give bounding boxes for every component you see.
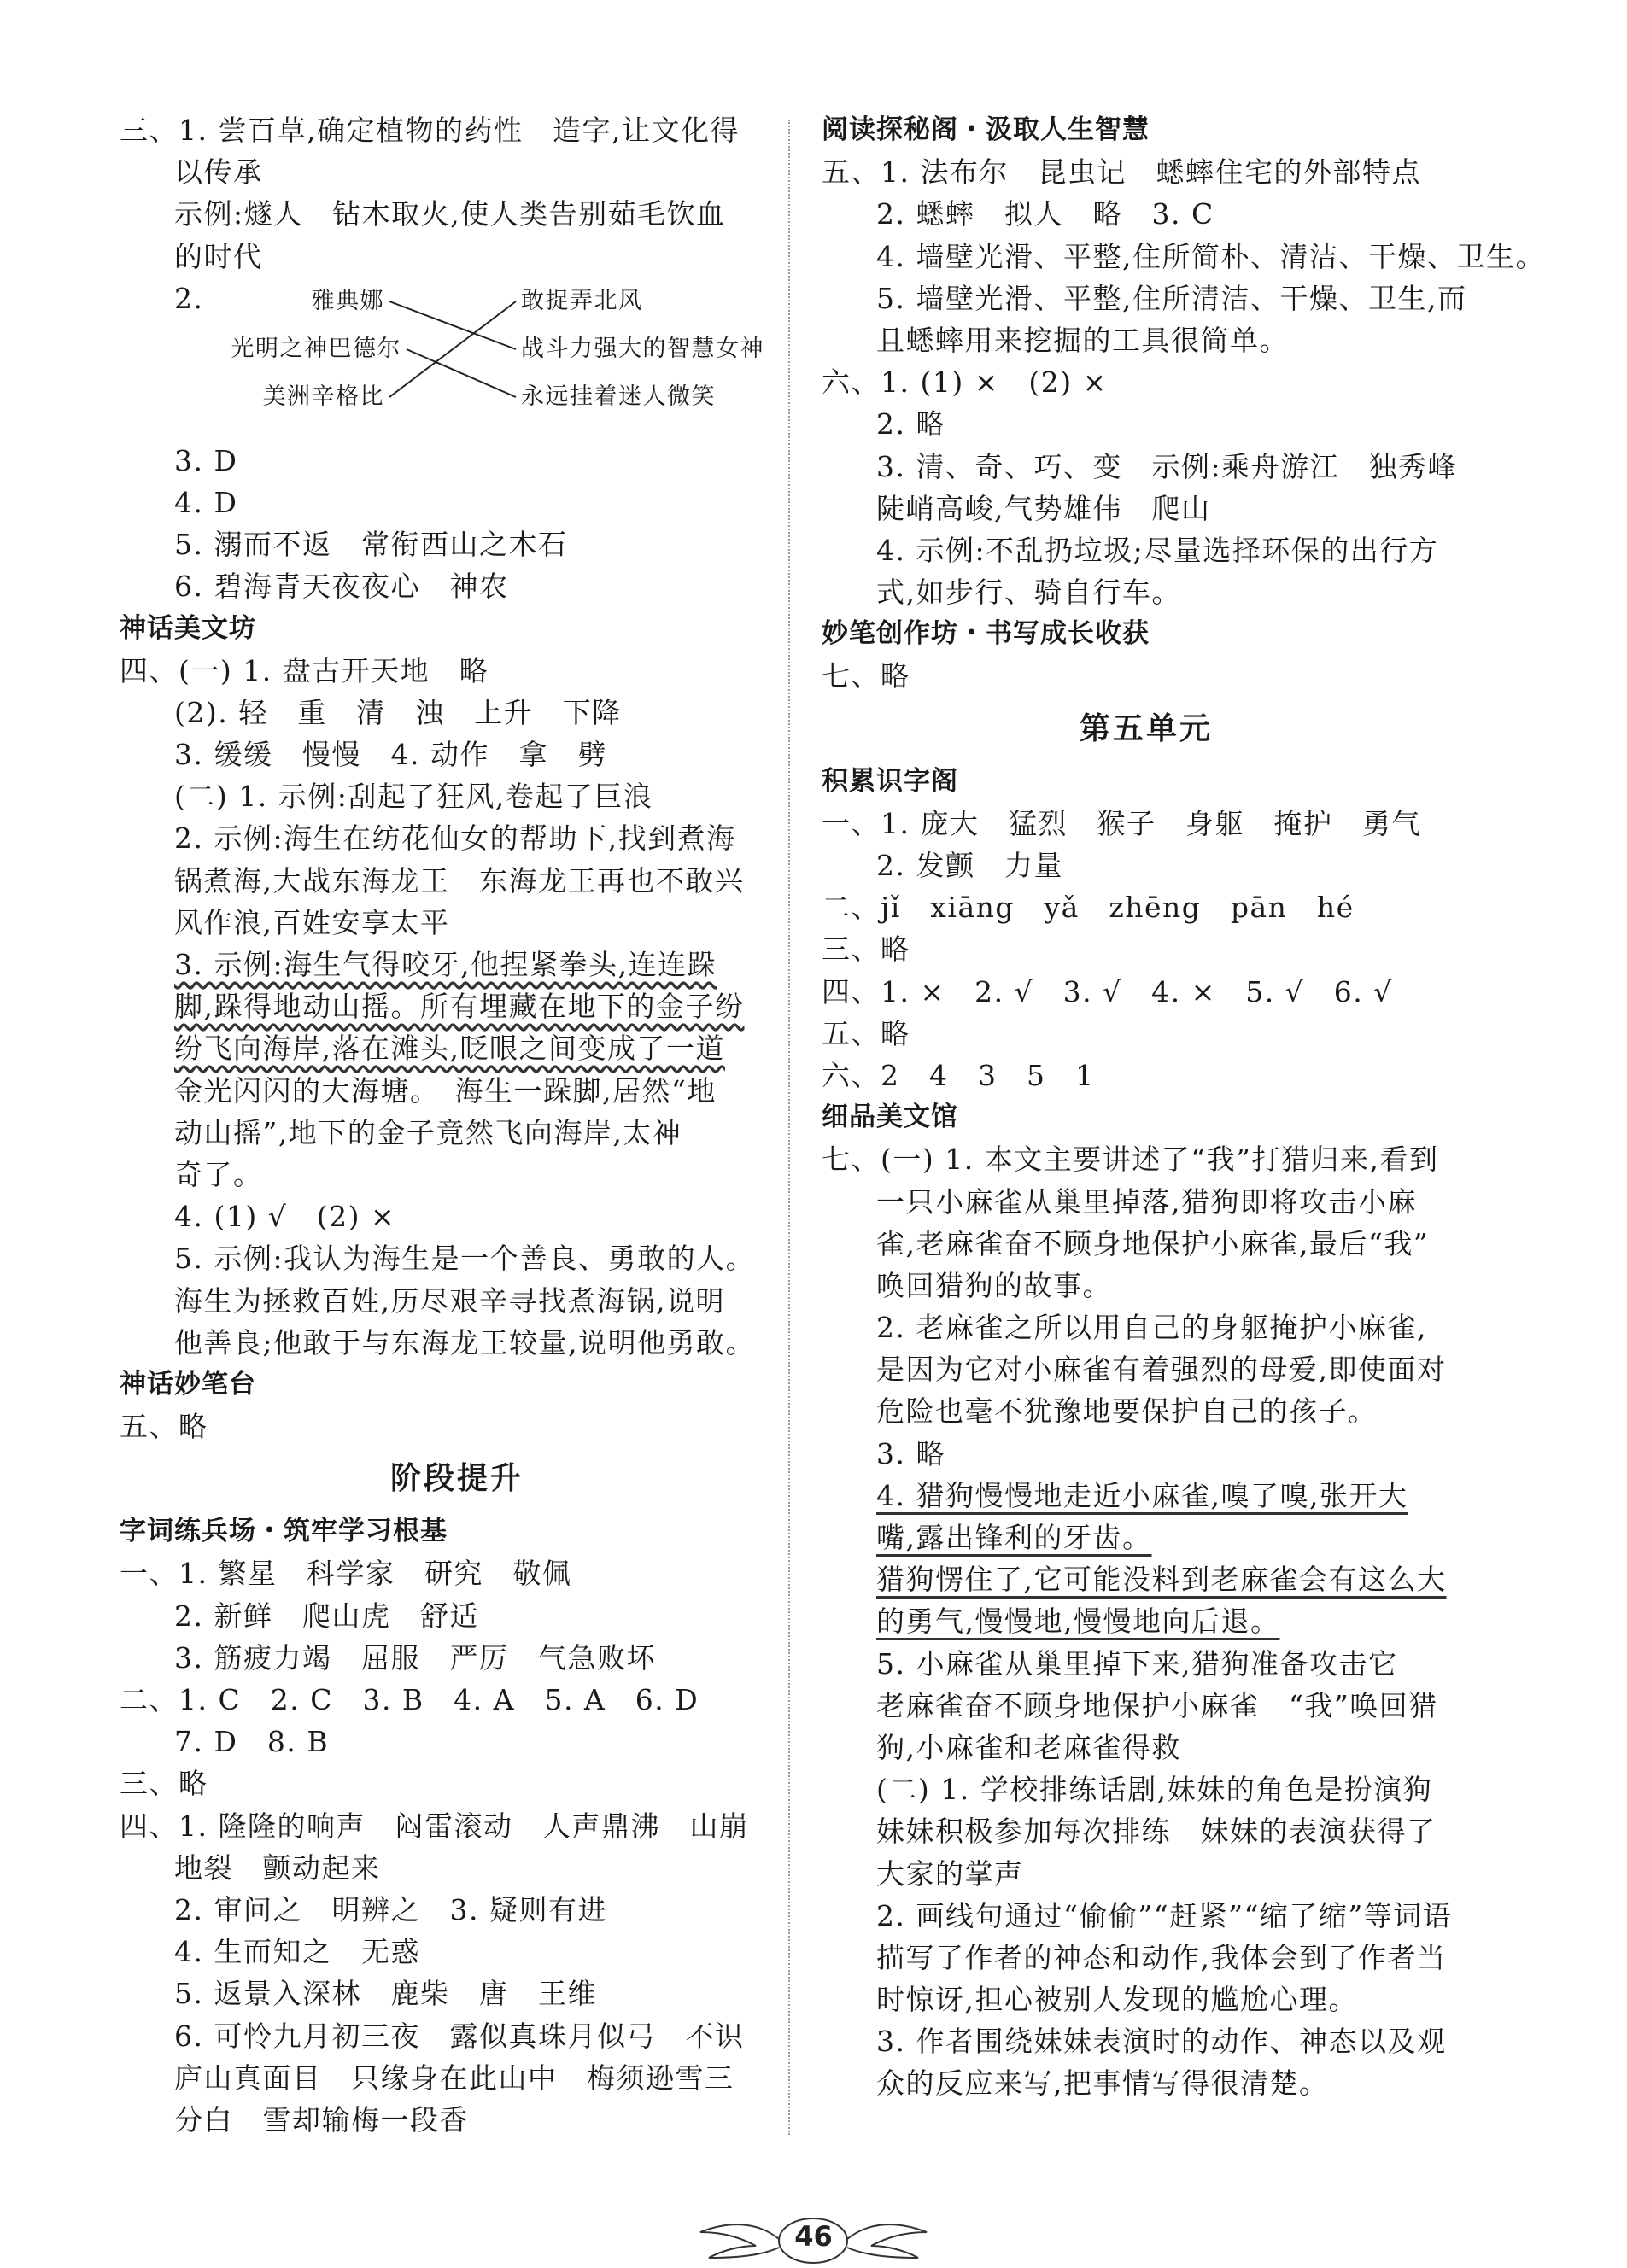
line-text: 陡峭高峻,气势雄伟 爬山 (876, 491, 1211, 525)
line-text: 细品美文馆 (822, 1102, 958, 1133)
line-text: 三、1. 尝百草,确定植物的药性 造字,让文化得 (120, 114, 740, 147)
line-text: 五、略 (120, 1410, 208, 1444)
line-text: 嘴,露出锋利的牙齿。 (876, 1521, 1152, 1554)
section-heading (822, 613, 1471, 655)
line-text: 5. 小麻雀从巢里掉下来,猎狗准备攻击它 (876, 1646, 1398, 1681)
line-text: 一、1. 繁星 科学家 研究 敬佩 (120, 1557, 572, 1591)
answer-line (822, 1475, 1471, 1517)
answer-line (120, 2015, 794, 2057)
right-column (822, 109, 1545, 2105)
line-text: 3. 略 (876, 1436, 945, 1470)
line-text: (二) 1. 学校排练话剧,妹妹的角色是扮演狗 (876, 1773, 1433, 1807)
answer-line (120, 1762, 794, 1804)
line-text: 2. 老麻雀之所以用自己的身躯掩护小麻雀, (876, 1311, 1427, 1345)
answer-line (822, 319, 1471, 361)
line-text: 分白 雪却输梅一段香 (174, 2102, 469, 2136)
page-number: 46 (794, 2220, 833, 2253)
answer-line (120, 1552, 794, 1594)
answer-line (822, 1895, 1471, 1937)
answer-line (822, 1306, 1471, 1348)
answer-line (120, 1322, 794, 1364)
answer-line (822, 278, 1471, 319)
answer-line (120, 1805, 794, 1847)
answer-line (120, 193, 794, 235)
line-text: 纷飞向海岸,落在滩头,眨眼之间变成了一道 (174, 1032, 725, 1066)
answer-line (120, 1889, 794, 1931)
section-heading (120, 1511, 794, 1552)
answer-line (120, 523, 794, 565)
line-text: 众的反应来写,把事情写得很清楚。 (876, 2066, 1329, 2101)
line-text: 三、略 (822, 932, 910, 967)
line-text: 六、1. (1) × (2) × (822, 365, 1108, 400)
line-text: 字词练兵场・筑牢学习根基 (120, 1516, 448, 1547)
answer-line (822, 1348, 1471, 1390)
section-heading (120, 608, 794, 650)
answer-line (120, 236, 794, 278)
line-text: 示例:燧人 钻木取火,使人类告别茹毛饮血 (174, 197, 726, 231)
line-text: 6. 碧海青天夜夜心 神农 (174, 570, 509, 604)
answer-line (822, 2062, 1471, 2104)
line-text: 2. 发颤 力量 (876, 849, 1063, 882)
answer-line (120, 1070, 794, 1112)
match-line (389, 301, 516, 349)
answer-line (822, 361, 1471, 403)
line-text: 妹妹积极参加每次排练 妹妹的表演获得了 (876, 1815, 1437, 1849)
answer-line (120, 860, 794, 902)
answer-line (822, 1727, 1471, 1768)
line-text: 4. (1) √ (2) × (174, 1200, 396, 1234)
line-text: 5. 返景入深林 鹿柴 唐 王维 (174, 1977, 597, 2011)
answer-line (822, 151, 1471, 193)
line-text: 2. 示例:海生在纺花仙女的帮助下,找到煮海 (174, 821, 736, 856)
line-text: 且蟋蟀用来挖掘的工具很简单。 (876, 323, 1289, 357)
line-text: 3. 示例:海生气得咬牙,他捏紧拳头,连连跺 (174, 948, 717, 981)
line-text: 5. 墙壁光滑、平整,住所清洁、干燥、卫生,而 (876, 281, 1467, 315)
answer-line (822, 1055, 1471, 1096)
line-text: 4. 示例:不乱扔垃圾;尽量选择环保的出行方 (876, 533, 1439, 567)
line-text: 神话妙笔台 (120, 1368, 256, 1400)
line-text: 脚,跺得地动山摇。所有埋藏在地下的金子纷 (174, 990, 745, 1024)
line-text: 四、1. 隆隆的响声 闷雷滚动 人声鼎沸 山崩 (120, 1809, 749, 1843)
line-text: 唤回猎狗的故事。 (876, 1268, 1112, 1302)
answer-line (120, 1637, 794, 1679)
line-text: 七、略 (822, 659, 910, 693)
line-text: 5. 示例:我认为海生是一个善良、勇敢的人。 (174, 1242, 756, 1276)
line-text: 2. 新鲜 爬山虎 舒适 (174, 1599, 479, 1633)
answer-line (822, 529, 1471, 571)
line-text: 以传承 (174, 155, 263, 190)
line-text: 二、jǐ xiāng yǎ zhēng pān hé (822, 891, 1355, 925)
match-left-item: 光明之神巴德尔 (231, 335, 401, 362)
answer-line (822, 1390, 1471, 1432)
answer-line (120, 1847, 794, 1889)
answer-line (822, 2020, 1471, 2062)
line-text: 庐山真面目 只缘身在此山中 梅须逊雪三 (174, 2060, 734, 2095)
line-text: 式,如步行、骑自行车。 (876, 576, 1181, 610)
line-text: 雀,老麻雀奋不顾身地保护小麻雀,最后“我” (876, 1226, 1430, 1260)
answer-line (822, 655, 1471, 697)
unit-title (120, 1447, 794, 1511)
line-text: 他善良;他敢于与东海龙王较量,说明他勇敢。 (174, 1325, 756, 1359)
line-text: 2. 略 (876, 407, 945, 441)
answer-line (822, 236, 1545, 278)
answer-line (120, 1721, 794, 1762)
answer-line (120, 1027, 794, 1069)
answer-line (120, 1595, 794, 1637)
match-line (407, 349, 516, 397)
answer-line (822, 403, 1471, 445)
section-heading (822, 761, 1471, 803)
line-text: 地裂 颤动起来 (174, 1850, 381, 1885)
answer-line (120, 1280, 794, 1322)
match-right-item: 战斗力强大的智慧女神 (521, 335, 764, 362)
answer-line (120, 2057, 794, 2099)
answer-line (120, 1195, 794, 1237)
answer-line (822, 1768, 1471, 1810)
line-text: 是因为它对小麻雀有着强烈的母爱,即使面对 (876, 1353, 1447, 1387)
line-text: 神话美文坊 (120, 612, 256, 644)
line-text: 描写了作者的神态和动作,我体会到了作者当 (876, 1940, 1447, 1974)
line-text: 四、1. × 2. √ 3. √ 4. × 5. √ 6. √ (822, 974, 1393, 1008)
line-text: 4. 生而知之 无惑 (174, 1935, 420, 1969)
line-text: 锅煮海,大战东海龙王 东海龙王再也不敢兴 (174, 863, 745, 897)
answer-line (120, 902, 794, 944)
answer-line (120, 440, 794, 482)
answer-line (822, 971, 1471, 1013)
line-text: 积累识字阁 (822, 765, 958, 797)
line-text: 动山摇”,地下的金子竟然飞向海岸,太神 (174, 1115, 682, 1149)
line-text: 4. 墙壁光滑、平整,住所简朴、清洁、干燥、卫生。 (876, 239, 1545, 273)
match-right-item: 永远挂着迷人微笑 (521, 383, 716, 410)
matching-number: 2. (174, 281, 204, 315)
line-text: 2. 蟋蟀 拟人 略 3. C (876, 197, 1214, 231)
section-heading (822, 109, 1471, 151)
matching-diagram (120, 278, 794, 440)
unit-title (822, 698, 1471, 761)
line-text: 七、(一) 1. 本文主要讲述了“我”打猎归来,看到 (822, 1143, 1439, 1177)
line-text: 3. 作者围绕妹妹表演时的动作、神态以及观 (876, 2025, 1447, 2059)
match-left-item: 美洲辛格比 (262, 383, 384, 410)
line-text: 二、1. C 2. C 3. B 4. A 5. A 6. D (120, 1683, 699, 1716)
answer-line (120, 944, 794, 985)
answer-line (822, 488, 1471, 529)
line-text: 阶段提升 (389, 1461, 524, 1497)
line-text: 第五单元 (1079, 710, 1213, 746)
answer-line (120, 734, 794, 775)
answer-line (120, 1237, 794, 1279)
answer-line (120, 1154, 794, 1195)
line-text: 6. 可怜九月初三夜 露似真珠月似弓 不识 (174, 2019, 745, 2053)
answer-line (120, 775, 794, 817)
line-text: 2. 审问之 明辨之 3. 疑则有进 (174, 1892, 607, 1926)
answer-line (822, 1223, 1471, 1265)
line-text: 3. D (174, 443, 238, 477)
answer-line (822, 1181, 1471, 1223)
answer-line (822, 1937, 1471, 1979)
line-text: 时惊讶,担心被别人发现的尴尬心理。 (876, 1983, 1358, 2017)
matching-exercise (120, 278, 794, 440)
line-text: 3. 筋疲力竭 屈服 严厉 气急败坏 (174, 1640, 656, 1675)
answer-line (822, 571, 1471, 613)
line-text: 3. 清、奇、巧、变 示例:乘舟游江 独秀峰 (876, 449, 1458, 483)
line-text: 7. D 8. B (174, 1725, 330, 1759)
answer-line (120, 1112, 794, 1154)
line-text: 4. 猎狗慢慢地走近小麻雀,嗅了嗅,张开大 (876, 1478, 1408, 1512)
line-text: 海生为拯救百姓,历尽艰辛寻找煮海锅,说明 (174, 1283, 725, 1318)
answer-line (822, 1810, 1471, 1852)
line-text: 五、1. 法布尔 昆虫记 蟋蟀住宅的外部特点 (822, 155, 1421, 190)
answer-line (822, 1433, 1471, 1475)
answer-line (120, 985, 794, 1027)
line-text: 的时代 (174, 239, 263, 273)
answer-line (822, 1853, 1471, 1895)
line-text: 四、(一) 1. 盘古开天地 略 (120, 653, 489, 687)
line-text: 3. 缓缓 慢慢 4. 动作 拿 劈 (174, 738, 607, 772)
line-text: 妙笔创作坊・书写成长收获 (822, 618, 1150, 650)
line-text: 2. 画线句通过“偷偷”“赶紧”“缩了缩”等词语 (876, 1898, 1453, 1932)
line-text: (二) 1. 示例:刮起了狂风,卷起了巨浪 (174, 780, 653, 814)
match-right-item: 敢捉弄北风 (521, 287, 643, 314)
answer-line (120, 1931, 794, 1973)
answer-line (822, 1643, 1471, 1685)
answer-line (120, 109, 794, 151)
answer-line (822, 1979, 1471, 2020)
line-text: 4. D (174, 485, 238, 519)
answer-line (120, 650, 794, 692)
line-text: 猎狗愣住了,它可能没料到老麻雀会有这么大 (876, 1563, 1447, 1597)
answer-line (822, 446, 1471, 488)
line-text: 金光闪闪的大海塘。 海生一跺脚,居然“地 (174, 1073, 717, 1108)
section-heading (120, 1364, 794, 1406)
answer-line (120, 482, 794, 523)
answer-line (120, 817, 794, 859)
answer-line (822, 1558, 1471, 1600)
answer-line (822, 928, 1471, 970)
answer-line (822, 1013, 1471, 1055)
line-text: 5. 溺而不返 常衔西山之木石 (174, 528, 568, 562)
line-text: 大家的掌声 (876, 1856, 1024, 1891)
answer-line (822, 1685, 1471, 1727)
answer-line (120, 1406, 794, 1447)
line-text: 五、略 (822, 1016, 910, 1050)
match-left-item: 雅典娜 (311, 287, 384, 314)
line-text: (2). 轻 重 清 浊 上升 下降 (174, 695, 622, 729)
line-text: 老麻雀奋不顾身地保护小麻雀 “我”唤回猎 (876, 1688, 1438, 1722)
answer-line (120, 2099, 794, 2141)
left-column (120, 109, 794, 2141)
answer-line (120, 1973, 794, 2014)
answer-line (822, 803, 1471, 845)
answer-line (120, 151, 794, 193)
answer-line (822, 193, 1471, 235)
page-number-badge (696, 2213, 931, 2268)
line-text: 的勇气,慢慢地,慢慢地向后退。 (876, 1605, 1280, 1639)
answer-line (822, 1138, 1471, 1180)
line-text: 狗,小麻雀和老麻雀得救 (876, 1730, 1181, 1764)
answer-line (822, 1600, 1471, 1642)
answer-line (822, 845, 1471, 886)
line-text: 奇了。 (174, 1157, 263, 1191)
section-heading (822, 1096, 1471, 1138)
line-text: 六、2 4 3 5 1 (822, 1058, 1095, 1092)
line-text: 一、1. 庞大 猛烈 猴子 身躯 掩护 勇气 (822, 806, 1421, 840)
line-text: 危险也毫不犹豫地要保护自己的孩子。 (876, 1394, 1378, 1429)
line-text: 三、略 (120, 1767, 208, 1801)
answer-line (822, 1265, 1471, 1306)
line-text: 风作浪,百姓安享太平 (174, 905, 450, 939)
line-text: 一只小麻雀从巢里掉落,猎狗即将攻击小麻 (876, 1184, 1417, 1219)
answer-line (120, 565, 794, 607)
answer-line (120, 692, 794, 734)
answer-line (822, 1517, 1471, 1558)
answer-line (120, 1679, 794, 1721)
answer-line (822, 886, 1471, 928)
line-text: 阅读探秘阁・汲取人生智慧 (822, 114, 1150, 145)
